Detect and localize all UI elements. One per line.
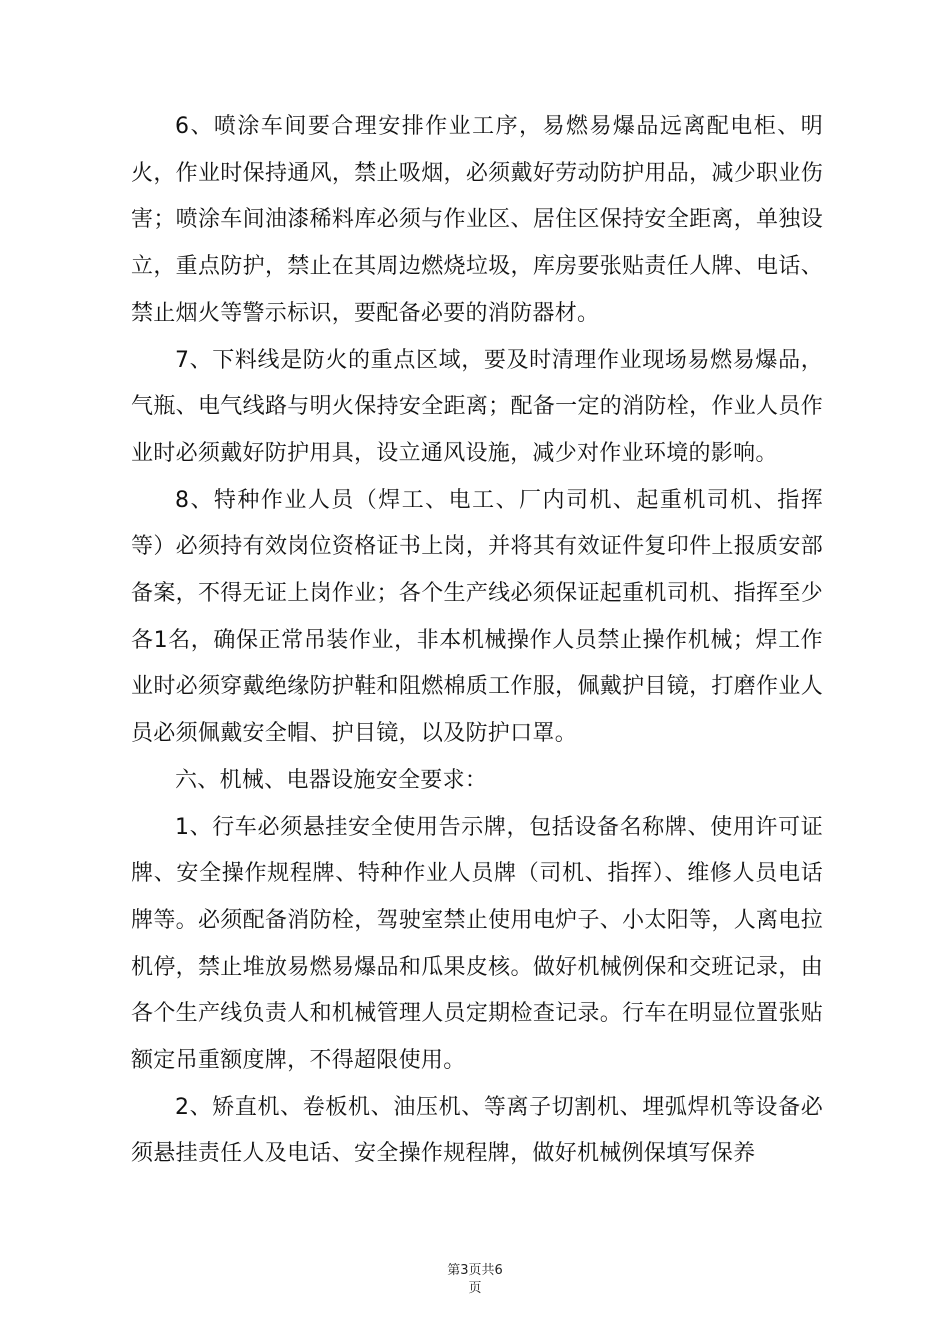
section-heading-machinery: 六、机械、电器设施安全要求：	[175, 767, 488, 793]
page-number-line-2: 页	[468, 1281, 482, 1296]
paragraph-equipment: 2、矫直机、卷板机、油压机、等离子切割机、埋弧焊机等设备必须悬挂责任人及电话、安全操作规程牌，做好机械例保填写保养	[131, 1094, 823, 1167]
paragraph-spray-workshop: 6、喷涂车间要合理安排作业工序，易燃易爆品远离配电柜、明火，作业时保持通风，禁止吸烟，必须戴好劳动防护用品，减少职业伤害；喷涂车间油漆稀料库必须与作业区、居住区保持安全距离，单独设立，重点防护，禁止在其周边燃烧垃圾，库房要张贴责任人牌、电话、禁止烟火等警示标识，要配备必要的消防器材。	[131, 114, 823, 326]
paragraph-cutting-line: 7、下料线是防火的重点区域，要及时清理作业现场易燃易爆品，气瓶、电气线路与明火保持安全距离；配备一定的消防栓，作业人员作业时必须戴好防护用具，设立通风设施，减少对作业环境的影响。	[131, 347, 823, 466]
paragraph-crane: 1、行车必须悬挂安全使用告示牌，包括设备名称牌、使用许可证牌、安全操作规程牌、特种作业人员牌（司机、指挥）、维修人员电话牌等。必须配备消防栓，驾驶室禁止使用电炉子、小太阳等，人离电拉机停，禁止堆放易燃易爆品和瓜果皮核。做好机械例保和交班记录，由各个生产线负责人和机械管理人员定期检查记录。行车在明显位置张贴额定吊重额度牌，不得超限使用。	[131, 814, 823, 1074]
document-body	[131, 104, 823, 1178]
page-number-line-1: 第3页共6	[447, 1263, 503, 1278]
paragraph-special-workers: 8、特种作业人员（焊工、电工、厂内司机、起重机司机、指挥等）必须持有效岗位资格证书上岗，并将其有效证件复印件上报质安部备案，不得无证上岗作业；各个生产线必须保证起重机司机、指挥至少各1名，确保正常吊装作业，非本机械操作人员禁止操作机械；焊工作业时必须穿戴绝缘防护鞋和阻燃棉质工作服，佩戴护目镜，打磨作业人员必须佩戴安全帽、护目镜，以及防护口罩。	[131, 487, 823, 747]
page-number	[0, 1262, 950, 1298]
